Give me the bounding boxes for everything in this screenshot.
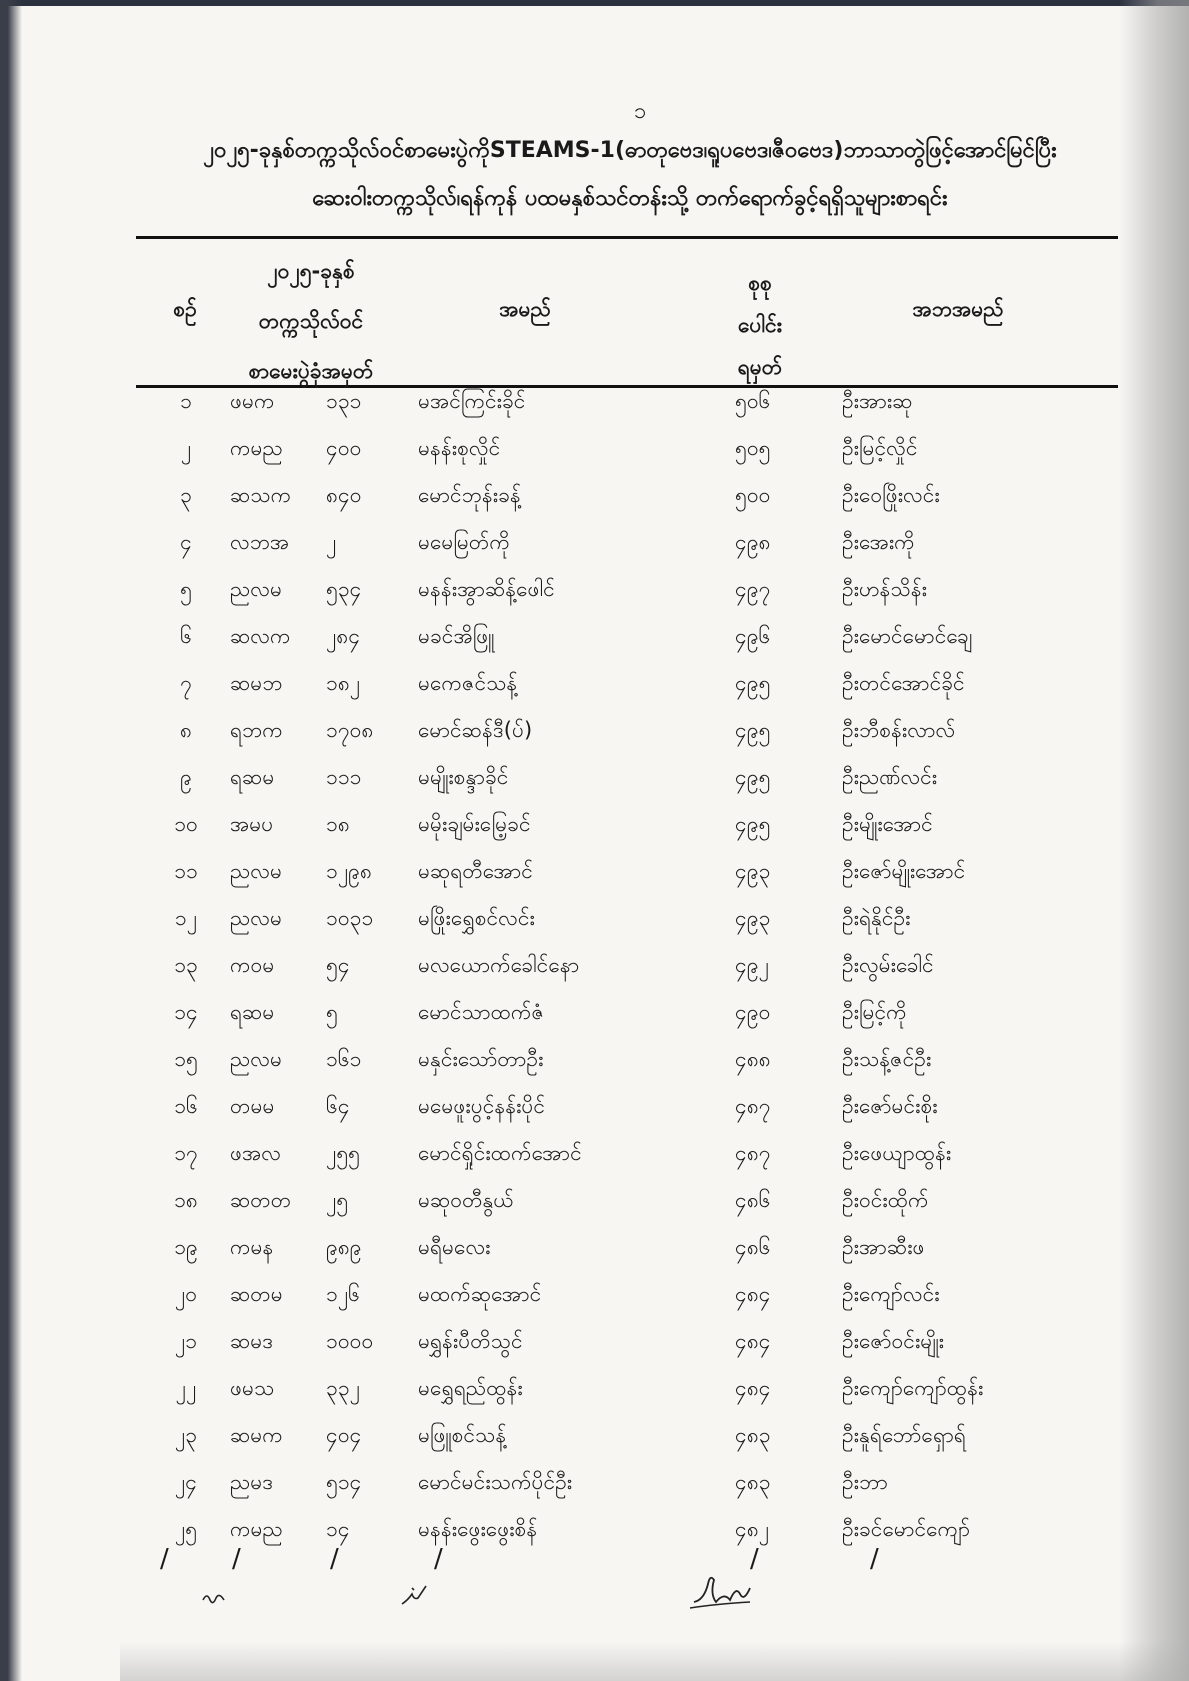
row-father-name: ဦးကျော်လင်း (842, 1282, 940, 1306)
row-father-name: ဦးညဏ်လင်း (842, 765, 938, 789)
table-row (0, 852, 1189, 899)
row-total-marks: ၄၉၃ (735, 906, 771, 930)
row-student-name: မရွှေရည်ထွန်း (418, 1376, 523, 1400)
row-student-name: မလယောက်ခေါင်နော (418, 953, 580, 977)
row-father-name: ဦးဖေယျာထွန်း (842, 1141, 952, 1165)
document-title-line-2: ဆေးဝါးတက္ကသိုလ်၊ရန်ကုန် ပထမနှစ်သင်တန်းသို့ တက်ရောက်ခွင့်ရရှိသူများစာရင်း (312, 186, 948, 211)
row-roll-number: ၄၀၄ (326, 1423, 362, 1447)
table-row (0, 617, 1189, 664)
row-township-code: ဆမဘ (230, 671, 283, 695)
row-student-name: မောင်သာထက်ဇံ (418, 1000, 544, 1024)
row-serial: ၁ (180, 389, 192, 413)
row-student-name: မအင်ကြင်းခိုင် (418, 389, 526, 413)
header-exam-line-3: စာမေးပွဲခုံအမှတ် (248, 359, 374, 383)
row-student-name: မောင်ဆန်ဒီ(ပ်) (418, 718, 533, 742)
row-student-name: မမျိုးစန္ဒာခိုင် (418, 765, 509, 789)
row-serial: ၁၉ (174, 1235, 198, 1259)
initials-signature-1 (200, 1586, 230, 1610)
row-township-code: ညလမ (230, 859, 282, 883)
row-township-code: ညလမ (230, 1047, 282, 1071)
row-roll-number: ၂၅၅ (326, 1141, 360, 1165)
row-student-name: မခင်အိဖြူ (418, 624, 495, 648)
row-serial: ၂ (180, 436, 192, 460)
row-township-code: အမပ (230, 812, 274, 836)
row-student-name: မနန်းစုလှိုင် (418, 436, 501, 460)
row-roll-number: ၄၀၀ (326, 436, 362, 460)
row-roll-number: ၁၈၂ (326, 671, 361, 695)
row-father-name: ဦးမောင်မောင်ချေ (842, 624, 973, 648)
table-row (0, 476, 1189, 523)
row-serial: ၁၄ (174, 1000, 198, 1024)
table-row (0, 570, 1189, 617)
header-name: အမည် (499, 297, 551, 321)
scan-shadow-bottom (120, 1641, 1189, 1681)
row-roll-number: ၅၄ (326, 953, 350, 977)
row-father-name: ဦးတင်အောင်ခိုင် (842, 671, 965, 695)
row-father-name: ဦးအာဆီးဖ (842, 1235, 925, 1259)
row-student-name: မထက်ဆုအောင် (418, 1282, 542, 1306)
row-roll-number: ၉၈၉ (326, 1235, 362, 1259)
row-student-name: မရွှန်းပီတိသွင် (418, 1329, 523, 1353)
row-total-marks: ၄၉၈ (735, 530, 771, 554)
row-total-marks: ၅၀၅ (735, 436, 771, 460)
row-total-marks: ၄၉၅ (735, 765, 771, 789)
row-roll-number: ၁၄ (326, 1517, 350, 1541)
row-total-marks: ၅၀၀ (735, 483, 771, 507)
header-reg-line-1: စုစု (748, 271, 772, 295)
header-total-marks (710, 262, 810, 388)
row-serial: ၆ (180, 624, 192, 648)
table-row (0, 1275, 1189, 1322)
table-row (0, 1181, 1189, 1228)
table-row (0, 382, 1189, 429)
document-title-line-1: ၂၀၂၅-ခုနှစ်တက္ကသိုလ်ဝင်စာမေးပွဲကိုSTEAMS-1(ဓာတုဗေဒ၊ရူပဗေဒ၊ဇီဝဗေဒ)ဘာသာတွဲဖြင့်အောင်မြင်ပြီး (203, 138, 1057, 163)
table-row (0, 1134, 1189, 1181)
row-serial: ၂၃ (174, 1423, 198, 1447)
row-serial: ၁၀ (174, 812, 198, 836)
row-serial: ၂၂ (175, 1376, 197, 1400)
row-township-code: ရဆမ (230, 1000, 275, 1024)
row-serial: ၁၃ (174, 953, 198, 977)
row-township-code: ဖမက (230, 389, 275, 413)
row-father-name: ဦးဟန်သိန်း (842, 577, 927, 601)
row-township-code: ရဘက (230, 718, 283, 742)
row-student-name: မောင်မင်းသက်ပိုင်ဦး (418, 1470, 573, 1494)
row-father-name: ဦးဇော်မင်းစိုး (842, 1094, 938, 1118)
row-township-code: ညလမ (230, 906, 282, 930)
row-roll-number: ၁၁၁ (326, 765, 362, 789)
end-slash: / (330, 1544, 339, 1574)
row-roll-number: ၆၄ (326, 1094, 350, 1118)
header-serial: စဉ် (173, 297, 197, 321)
row-serial: ၂၄ (174, 1470, 198, 1494)
row-township-code: ကမည (230, 436, 283, 460)
row-roll-number: ၁၃၁ (326, 389, 362, 413)
row-roll-number: ၁၂၉၈ (326, 859, 372, 883)
row-township-code: ဆတတ (230, 1188, 292, 1212)
row-father-name: ဦးအားဆု (842, 389, 913, 413)
header-reg-line-3: ရမှတ် (737, 355, 783, 379)
header-exam-line-2: တက္ကသိုလ်ဝင် (258, 309, 364, 333)
row-township-code: လဘအ (230, 530, 290, 554)
row-roll-number: ၂၅ (326, 1188, 349, 1212)
row-serial: ၁၁ (174, 859, 198, 883)
table-row (0, 711, 1189, 758)
row-serial: ၁၅ (174, 1047, 198, 1071)
row-serial: ၂၀ (174, 1282, 198, 1306)
results-table-body (0, 382, 1189, 1557)
table-row (0, 1416, 1189, 1463)
table-row (0, 805, 1189, 852)
row-father-name: ဦးအေးကို (842, 530, 915, 554)
row-student-name: မနှင်းသော်တာဦး (418, 1047, 544, 1071)
row-township-code: ညလမ (230, 577, 282, 601)
row-serial: ၁၆ (174, 1094, 198, 1118)
page-number: ၁ (633, 99, 647, 124)
row-township-code: တမမ (230, 1094, 275, 1118)
row-student-name: မဖြိုးရွှေစင်လင်း (418, 906, 535, 930)
row-student-name: မဆုဝတီနွယ် (418, 1188, 514, 1212)
row-student-name: မနန်းအွာဆိန့်ဖေါင် (418, 577, 555, 601)
row-total-marks: ၅၀၆ (735, 389, 771, 413)
row-serial: ၁၇ (174, 1141, 198, 1165)
row-serial: ၂၁ (174, 1329, 198, 1353)
initials-signature-3 (688, 1568, 768, 1614)
row-total-marks: ၄၈၇ (735, 1141, 771, 1165)
initials-signature-2 (398, 1582, 434, 1612)
row-student-name: မမေမြတ်ကို (418, 530, 510, 554)
row-father-name: ဦးဘာ (842, 1470, 888, 1494)
row-roll-number: ၁၀၀၀ (326, 1329, 374, 1353)
row-township-code: ဆသက (230, 483, 292, 507)
table-row (0, 758, 1189, 805)
row-roll-number: ၅ (326, 1000, 338, 1024)
row-total-marks: ၄၉၇ (735, 577, 771, 601)
row-serial: ၄ (180, 530, 192, 554)
row-roll-number: ၈၄၀ (326, 483, 362, 507)
table-row (0, 1228, 1189, 1275)
row-roll-number: ၁၂၆ (326, 1282, 360, 1306)
row-township-code: ကမန (230, 1235, 274, 1259)
row-total-marks: ၄၉၅ (735, 671, 771, 695)
row-total-marks: ၄၉၃ (735, 859, 771, 883)
header-father-name: အဘအမည် (912, 297, 1004, 321)
row-roll-number: ၂၈၄ (326, 624, 361, 648)
row-township-code: ကဝမ (230, 953, 275, 977)
row-father-name: ဦးလွမ်းခေါင် (842, 953, 934, 977)
row-roll-number: ၁၈ (326, 812, 350, 836)
table-row (0, 899, 1189, 946)
end-slash: / (434, 1544, 443, 1574)
table-row (0, 993, 1189, 1040)
header-exam-line-1: ၂၀၂၅-ခုနှစ် (267, 259, 355, 283)
row-roll-number: ၅၃၄ (326, 577, 362, 601)
row-father-name: ဦးဇော်ဝင်းမျိုး (842, 1329, 944, 1353)
row-total-marks: ၄၈၃ (735, 1470, 771, 1494)
row-father-name: ဦးဝင်းထိုက် (842, 1188, 929, 1212)
row-total-marks: ၄၈၇ (735, 1094, 771, 1118)
table-row (0, 1463, 1189, 1510)
row-serial: ၂၅ (174, 1517, 198, 1541)
table-row (0, 1087, 1189, 1134)
table-row (0, 946, 1189, 993)
row-total-marks: ၄၈၂ (735, 1517, 770, 1541)
table-row (0, 429, 1189, 476)
row-township-code: ဆမဒ (230, 1329, 274, 1353)
row-total-marks: ၄၉၆ (735, 624, 771, 648)
row-total-marks: ၄၉၅ (735, 718, 771, 742)
row-serial: ၈ (180, 718, 192, 742)
row-serial: ၉ (180, 765, 192, 789)
table-row (0, 1040, 1189, 1087)
row-total-marks: ၄၈၈ (735, 1047, 771, 1071)
row-student-name: မောင်ရှိုင်းထက်အောင် (418, 1141, 582, 1165)
end-of-list-marks (0, 1544, 1189, 1584)
row-serial: ၇ (180, 671, 192, 695)
row-total-marks: ၄၈၆ (735, 1188, 771, 1212)
row-father-name: ဦးကျော်ကျော်ထွန်း (842, 1376, 984, 1400)
table-row (0, 1322, 1189, 1369)
row-father-name: ဦးမျိုးအောင် (842, 812, 933, 836)
row-father-name: ဦးမြင့်ကို (842, 1000, 907, 1024)
row-roll-number: ၁၀၃၁ (326, 906, 374, 930)
table-top-rule (136, 236, 1118, 239)
row-total-marks: ၄၈၄ (735, 1329, 771, 1353)
row-township-code: ဆလက (230, 624, 291, 648)
row-father-name: ဦးဇော်မျိုးအောင် (842, 859, 966, 883)
header-reg-line-2: ပေါင်း (738, 313, 782, 337)
row-student-name: မမိုးချမ်းမြေ့ခင် (418, 812, 531, 836)
end-slash: / (232, 1544, 241, 1574)
row-township-code: ကမည (230, 1517, 283, 1541)
row-total-marks: ၄၉၅ (735, 812, 771, 836)
row-total-marks: ၄၈၆ (735, 1235, 771, 1259)
row-student-name: မောင်ဘုန်းခန့် (418, 483, 521, 507)
row-father-name: ဦးခင်မောင်ကျော် (842, 1517, 971, 1541)
row-father-name: ဦးရဲနိုင်ဦး (842, 906, 911, 930)
row-student-name: မဆုရတီအောင် (418, 859, 533, 883)
row-total-marks: ၄၈၃ (735, 1423, 771, 1447)
table-row (0, 664, 1189, 711)
row-student-name: မရီမလေး (418, 1235, 491, 1259)
row-father-name: ဦးသန့်ဇင်ဦး (842, 1047, 932, 1071)
row-student-name: မနန်းဖွေးဖွေးစိန် (418, 1517, 538, 1541)
row-father-name: ဦးနူရ်ဘော်ရှောရ် (842, 1423, 966, 1447)
row-total-marks: ၄၉၀ (735, 1000, 771, 1024)
row-roll-number: ၂ (326, 530, 337, 554)
end-slash: / (160, 1544, 169, 1574)
row-roll-number: ၅၁၄ (326, 1470, 362, 1494)
row-roll-number: ၃၃၂ (326, 1376, 360, 1400)
row-student-name: မဖြူစင်သန့် (418, 1423, 507, 1447)
row-roll-number: ၁၇၀၈ (326, 718, 374, 742)
row-student-name: မကေဇင်သန့် (418, 671, 518, 695)
row-father-name: ဦးဘီစန်းလာလ် (842, 718, 956, 742)
row-township-code: ဆမက (230, 1423, 283, 1447)
header-exam-number (226, 246, 396, 396)
row-total-marks: ၄၉၂ (735, 953, 769, 977)
row-serial: ၅ (180, 577, 192, 601)
row-serial: ၃ (180, 483, 192, 507)
row-serial: ၁၈ (174, 1188, 198, 1212)
scan-border-top (0, 0, 1189, 6)
table-row (0, 523, 1189, 570)
row-township-code: ဆတမ (230, 1282, 283, 1306)
row-total-marks: ၄၈၄ (735, 1376, 771, 1400)
table-row (0, 1369, 1189, 1416)
row-serial: ၁၂ (174, 906, 198, 930)
end-slash: / (750, 1544, 759, 1574)
row-township-code: ဖမသ (230, 1376, 275, 1400)
row-father-name: ဦးမြင့်လှိုင် (842, 436, 918, 460)
row-student-name: မမေဖူးပွင့်နန်းပိုင် (418, 1094, 546, 1118)
row-township-code: ညမဒ (230, 1470, 274, 1494)
row-township-code: ရဆမ (230, 765, 275, 789)
row-township-code: ဖအလ (230, 1141, 281, 1165)
row-roll-number: ၁၆၁ (326, 1047, 362, 1071)
end-slash: / (870, 1544, 879, 1574)
row-total-marks: ၄၈၄ (735, 1282, 771, 1306)
row-father-name: ဦးဝေဖြိုးလင်း (842, 483, 940, 507)
